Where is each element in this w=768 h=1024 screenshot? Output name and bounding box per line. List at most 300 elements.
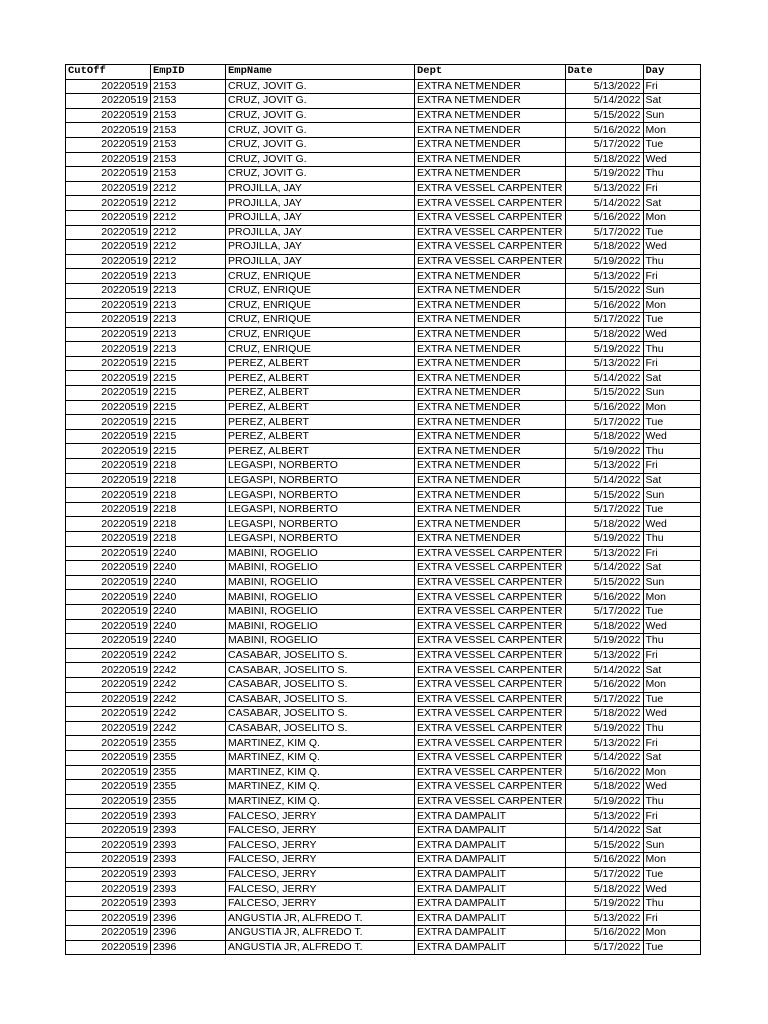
table-row (66, 634, 701, 649)
empid-cell: 2355 (151, 780, 226, 795)
cutoff-cell: 20220519 (66, 400, 151, 415)
cutoff-cell: 20220519 (66, 809, 151, 824)
cutoff-cell: 20220519 (66, 444, 151, 459)
empid-cell: 2218 (151, 502, 226, 517)
cutoff-cell: 20220519 (66, 736, 151, 751)
day-cell: Fri (643, 911, 700, 926)
date-cell: 5/19/2022 (565, 342, 643, 357)
dept-cell: EXTRA VESSEL CARPENTER (415, 196, 566, 211)
date-cell: 5/14/2022 (565, 94, 643, 109)
dept-cell: EXTRA VESSEL CARPENTER (415, 634, 566, 649)
day-cell: Tue (643, 225, 700, 240)
empname-cell: PROJILLA, JAY (226, 225, 415, 240)
cutoff-cell: 20220519 (66, 692, 151, 707)
day-cell: Sat (643, 823, 700, 838)
date-cell: 5/19/2022 (565, 167, 643, 182)
cutoff-cell: 20220519 (66, 561, 151, 576)
empid-cell: 2153 (151, 152, 226, 167)
dept-cell: EXTRA NETMENDER (415, 269, 566, 284)
date-cell: 5/16/2022 (565, 677, 643, 692)
empname-cell: PEREZ, ALBERT (226, 400, 415, 415)
date-cell: 5/18/2022 (565, 517, 643, 532)
day-cell: Wed (643, 619, 700, 634)
column-header-empname: EmpName (226, 65, 415, 80)
dept-cell: EXTRA VESSEL CARPENTER (415, 254, 566, 269)
table-row (66, 765, 701, 780)
table-row (66, 225, 701, 240)
dept-cell: EXTRA VESSEL CARPENTER (415, 750, 566, 765)
date-cell: 5/16/2022 (565, 123, 643, 138)
day-cell: Tue (643, 867, 700, 882)
empid-cell: 2213 (151, 327, 226, 342)
empname-cell: CASABAR, JOSELITO S. (226, 707, 415, 722)
table-row (66, 648, 701, 663)
empid-cell: 2218 (151, 488, 226, 503)
table-row (66, 780, 701, 795)
empname-cell: CRUZ, ENRIQUE (226, 313, 415, 328)
cutoff-cell: 20220519 (66, 926, 151, 941)
dept-cell: EXTRA VESSEL CARPENTER (415, 225, 566, 240)
empname-cell: CRUZ, JOVIT G. (226, 152, 415, 167)
empname-cell: MABINI, ROGELIO (226, 561, 415, 576)
dept-cell: EXTRA VESSEL CARPENTER (415, 721, 566, 736)
empid-cell: 2396 (151, 911, 226, 926)
table-row (66, 707, 701, 722)
dept-cell: EXTRA NETMENDER (415, 517, 566, 532)
cutoff-cell: 20220519 (66, 604, 151, 619)
dept-cell: EXTRA NETMENDER (415, 123, 566, 138)
table-row (66, 94, 701, 109)
cutoff-cell: 20220519 (66, 532, 151, 547)
date-cell: 5/18/2022 (565, 327, 643, 342)
day-cell: Fri (643, 546, 700, 561)
table-row (66, 736, 701, 751)
table-row (66, 619, 701, 634)
column-header-dept: Dept (415, 65, 566, 80)
cutoff-cell: 20220519 (66, 386, 151, 401)
day-cell: Mon (643, 926, 700, 941)
table-row (66, 181, 701, 196)
table-row (66, 853, 701, 868)
day-cell: Sat (643, 473, 700, 488)
empid-cell: 2212 (151, 196, 226, 211)
empid-cell: 2218 (151, 459, 226, 474)
cutoff-cell: 20220519 (66, 225, 151, 240)
cutoff-cell: 20220519 (66, 502, 151, 517)
empid-cell: 2355 (151, 765, 226, 780)
dept-cell: EXTRA VESSEL CARPENTER (415, 210, 566, 225)
cutoff-cell: 20220519 (66, 546, 151, 561)
empname-cell: MABINI, ROGELIO (226, 619, 415, 634)
table-row (66, 152, 701, 167)
cutoff-cell: 20220519 (66, 79, 151, 94)
table-row (66, 327, 701, 342)
date-cell: 5/17/2022 (565, 415, 643, 430)
day-cell: Fri (643, 459, 700, 474)
cutoff-cell: 20220519 (66, 780, 151, 795)
dept-cell: EXTRA NETMENDER (415, 79, 566, 94)
day-cell: Mon (643, 298, 700, 313)
empname-cell: MARTINEZ, KIM Q. (226, 794, 415, 809)
table-row (66, 502, 701, 517)
empname-cell: FALCESO, JERRY (226, 823, 415, 838)
empid-cell: 2393 (151, 853, 226, 868)
empid-cell: 2212 (151, 181, 226, 196)
table-row (66, 867, 701, 882)
date-cell: 5/19/2022 (565, 254, 643, 269)
dept-cell: EXTRA NETMENDER (415, 108, 566, 123)
date-cell: 5/13/2022 (565, 269, 643, 284)
column-header-cutoff: CutOff (66, 65, 151, 80)
cutoff-cell: 20220519 (66, 940, 151, 955)
date-cell: 5/15/2022 (565, 386, 643, 401)
day-cell: Mon (643, 765, 700, 780)
table-row (66, 750, 701, 765)
cutoff-cell: 20220519 (66, 240, 151, 255)
day-cell: Wed (643, 429, 700, 444)
dept-cell: EXTRA NETMENDER (415, 327, 566, 342)
table-row (66, 356, 701, 371)
empname-cell: CASABAR, JOSELITO S. (226, 663, 415, 678)
table-row (66, 721, 701, 736)
date-cell: 5/17/2022 (565, 940, 643, 955)
empid-cell: 2213 (151, 283, 226, 298)
table-row (66, 896, 701, 911)
date-cell: 5/19/2022 (565, 794, 643, 809)
empname-cell: FALCESO, JERRY (226, 882, 415, 897)
table-row (66, 692, 701, 707)
dept-cell: EXTRA NETMENDER (415, 283, 566, 298)
day-cell: Fri (643, 269, 700, 284)
dept-cell: EXTRA NETMENDER (415, 415, 566, 430)
cutoff-cell: 20220519 (66, 823, 151, 838)
date-cell: 5/18/2022 (565, 240, 643, 255)
empname-cell: CRUZ, ENRIQUE (226, 283, 415, 298)
dept-cell: EXTRA NETMENDER (415, 167, 566, 182)
date-cell: 5/17/2022 (565, 137, 643, 152)
dept-cell: EXTRA VESSEL CARPENTER (415, 181, 566, 196)
empname-cell: MABINI, ROGELIO (226, 546, 415, 561)
dept-cell: EXTRA VESSEL CARPENTER (415, 794, 566, 809)
date-cell: 5/13/2022 (565, 79, 643, 94)
dept-cell: EXTRA DAMPALIT (415, 809, 566, 824)
date-cell: 5/14/2022 (565, 750, 643, 765)
day-cell: Wed (643, 327, 700, 342)
day-cell: Wed (643, 517, 700, 532)
cutoff-cell: 20220519 (66, 181, 151, 196)
empname-cell: CASABAR, JOSELITO S. (226, 648, 415, 663)
table-row (66, 210, 701, 225)
day-cell: Tue (643, 692, 700, 707)
table-row (66, 517, 701, 532)
empname-cell: LEGASPI, NORBERTO (226, 532, 415, 547)
day-cell: Wed (643, 882, 700, 897)
table-row (66, 386, 701, 401)
day-cell: Sun (643, 386, 700, 401)
table-row (66, 663, 701, 678)
date-cell: 5/16/2022 (565, 210, 643, 225)
date-cell: 5/18/2022 (565, 707, 643, 722)
dept-cell: EXTRA DAMPALIT (415, 940, 566, 955)
cutoff-cell: 20220519 (66, 137, 151, 152)
empname-cell: MABINI, ROGELIO (226, 604, 415, 619)
empid-cell: 2240 (151, 619, 226, 634)
cutoff-cell: 20220519 (66, 473, 151, 488)
cutoff-cell: 20220519 (66, 327, 151, 342)
date-cell: 5/17/2022 (565, 502, 643, 517)
day-cell: Mon (643, 210, 700, 225)
day-cell: Fri (643, 181, 700, 196)
dept-cell: EXTRA NETMENDER (415, 94, 566, 109)
cutoff-cell: 20220519 (66, 867, 151, 882)
cutoff-cell: 20220519 (66, 210, 151, 225)
table-row (66, 123, 701, 138)
empid-cell: 2218 (151, 532, 226, 547)
cutoff-cell: 20220519 (66, 298, 151, 313)
date-cell: 5/14/2022 (565, 196, 643, 211)
dept-cell: EXTRA VESSEL CARPENTER (415, 648, 566, 663)
empname-cell: LEGASPI, NORBERTO (226, 488, 415, 503)
date-cell: 5/13/2022 (565, 736, 643, 751)
table-row (66, 254, 701, 269)
day-cell: Fri (643, 648, 700, 663)
day-cell: Wed (643, 707, 700, 722)
empid-cell: 2393 (151, 882, 226, 897)
empname-cell: CRUZ, JOVIT G. (226, 137, 415, 152)
table-row (66, 488, 701, 503)
empid-cell: 2393 (151, 838, 226, 853)
dept-cell: EXTRA NETMENDER (415, 400, 566, 415)
empid-cell: 2153 (151, 137, 226, 152)
cutoff-cell: 20220519 (66, 721, 151, 736)
date-cell: 5/13/2022 (565, 809, 643, 824)
cutoff-cell: 20220519 (66, 459, 151, 474)
date-cell: 5/17/2022 (565, 225, 643, 240)
empid-cell: 2215 (151, 415, 226, 430)
table-row (66, 444, 701, 459)
empname-cell: CRUZ, ENRIQUE (226, 269, 415, 284)
date-cell: 5/16/2022 (565, 590, 643, 605)
empid-cell: 2212 (151, 210, 226, 225)
date-cell: 5/13/2022 (565, 648, 643, 663)
empid-cell: 2212 (151, 240, 226, 255)
dept-cell: EXTRA DAMPALIT (415, 838, 566, 853)
table-row (66, 546, 701, 561)
empname-cell: MARTINEZ, KIM Q. (226, 736, 415, 751)
empid-cell: 2215 (151, 429, 226, 444)
empname-cell: ANGUSTIA JR, ALFREDO T. (226, 926, 415, 941)
date-cell: 5/14/2022 (565, 561, 643, 576)
empname-cell: FALCESO, JERRY (226, 809, 415, 824)
cutoff-cell: 20220519 (66, 707, 151, 722)
empid-cell: 2153 (151, 94, 226, 109)
empid-cell: 2396 (151, 926, 226, 941)
empid-cell: 2213 (151, 342, 226, 357)
dept-cell: EXTRA NETMENDER (415, 137, 566, 152)
empid-cell: 2242 (151, 692, 226, 707)
date-cell: 5/19/2022 (565, 896, 643, 911)
cutoff-cell: 20220519 (66, 619, 151, 634)
day-cell: Sun (643, 575, 700, 590)
date-cell: 5/16/2022 (565, 298, 643, 313)
table-row (66, 459, 701, 474)
empid-cell: 2242 (151, 721, 226, 736)
day-cell: Sat (643, 663, 700, 678)
dept-cell: EXTRA VESSEL CARPENTER (415, 780, 566, 795)
empname-cell: FALCESO, JERRY (226, 853, 415, 868)
date-cell: 5/18/2022 (565, 780, 643, 795)
cutoff-cell: 20220519 (66, 152, 151, 167)
day-cell: Wed (643, 780, 700, 795)
date-cell: 5/18/2022 (565, 429, 643, 444)
dept-cell: EXTRA VESSEL CARPENTER (415, 575, 566, 590)
day-cell: Fri (643, 809, 700, 824)
table-row (66, 561, 701, 576)
empname-cell: PEREZ, ALBERT (226, 444, 415, 459)
dept-cell: EXTRA DAMPALIT (415, 896, 566, 911)
day-cell: Thu (643, 634, 700, 649)
empid-cell: 2242 (151, 707, 226, 722)
empid-cell: 2153 (151, 167, 226, 182)
table-row (66, 532, 701, 547)
date-cell: 5/14/2022 (565, 371, 643, 386)
table-row (66, 823, 701, 838)
empid-cell: 2215 (151, 371, 226, 386)
day-cell: Thu (643, 721, 700, 736)
date-cell: 5/17/2022 (565, 604, 643, 619)
dept-cell: EXTRA NETMENDER (415, 532, 566, 547)
date-cell: 5/14/2022 (565, 663, 643, 678)
day-cell: Fri (643, 356, 700, 371)
date-cell: 5/16/2022 (565, 853, 643, 868)
dept-cell: EXTRA DAMPALIT (415, 867, 566, 882)
cutoff-cell: 20220519 (66, 896, 151, 911)
dept-cell: EXTRA NETMENDER (415, 313, 566, 328)
empname-cell: CASABAR, JOSELITO S. (226, 677, 415, 692)
table-row (66, 429, 701, 444)
empname-cell: PEREZ, ALBERT (226, 415, 415, 430)
empid-cell: 2212 (151, 254, 226, 269)
empid-cell: 2218 (151, 473, 226, 488)
date-cell: 5/14/2022 (565, 473, 643, 488)
date-cell: 5/15/2022 (565, 283, 643, 298)
dept-cell: EXTRA VESSEL CARPENTER (415, 663, 566, 678)
table-row (66, 400, 701, 415)
day-cell: Tue (643, 137, 700, 152)
day-cell: Sun (643, 108, 700, 123)
dept-cell: EXTRA VESSEL CARPENTER (415, 707, 566, 722)
date-cell: 5/16/2022 (565, 765, 643, 780)
cutoff-cell: 20220519 (66, 634, 151, 649)
empname-cell: CRUZ, ENRIQUE (226, 342, 415, 357)
date-cell: 5/15/2022 (565, 838, 643, 853)
dept-cell: EXTRA DAMPALIT (415, 926, 566, 941)
table-row (66, 415, 701, 430)
empid-cell: 2240 (151, 575, 226, 590)
date-cell: 5/14/2022 (565, 823, 643, 838)
day-cell: Tue (643, 604, 700, 619)
dept-cell: EXTRA NETMENDER (415, 488, 566, 503)
day-cell: Tue (643, 415, 700, 430)
day-cell: Sat (643, 196, 700, 211)
empid-cell: 2213 (151, 269, 226, 284)
empname-cell: FALCESO, JERRY (226, 896, 415, 911)
empid-cell: 2218 (151, 517, 226, 532)
empid-cell: 2240 (151, 634, 226, 649)
table-row (66, 838, 701, 853)
dept-cell: EXTRA NETMENDER (415, 502, 566, 517)
cutoff-cell: 20220519 (66, 167, 151, 182)
empname-cell: CRUZ, JOVIT G. (226, 123, 415, 138)
table-row (66, 473, 701, 488)
dept-cell: EXTRA NETMENDER (415, 386, 566, 401)
dept-cell: EXTRA NETMENDER (415, 152, 566, 167)
table-row (66, 590, 701, 605)
cutoff-cell: 20220519 (66, 794, 151, 809)
empname-cell: LEGASPI, NORBERTO (226, 517, 415, 532)
table-row (66, 283, 701, 298)
day-cell: Thu (643, 254, 700, 269)
dept-cell: EXTRA DAMPALIT (415, 882, 566, 897)
cutoff-cell: 20220519 (66, 415, 151, 430)
cutoff-cell: 20220519 (66, 94, 151, 109)
empid-cell: 2212 (151, 225, 226, 240)
cutoff-cell: 20220519 (66, 196, 151, 211)
day-cell: Thu (643, 896, 700, 911)
table-row (66, 911, 701, 926)
table-row (66, 240, 701, 255)
dept-cell: EXTRA NETMENDER (415, 298, 566, 313)
cutoff-cell: 20220519 (66, 488, 151, 503)
date-cell: 5/15/2022 (565, 575, 643, 590)
empname-cell: ANGUSTIA JR, ALFREDO T. (226, 911, 415, 926)
cutoff-cell: 20220519 (66, 269, 151, 284)
header-row (66, 65, 701, 80)
dept-cell: EXTRA VESSEL CARPENTER (415, 619, 566, 634)
empname-cell: LEGASPI, NORBERTO (226, 473, 415, 488)
date-cell: 5/13/2022 (565, 546, 643, 561)
day-cell: Mon (643, 853, 700, 868)
empid-cell: 2213 (151, 313, 226, 328)
table-row (66, 926, 701, 941)
empid-cell: 2215 (151, 386, 226, 401)
day-cell: Thu (643, 167, 700, 182)
table-row (66, 940, 701, 955)
cutoff-cell: 20220519 (66, 371, 151, 386)
dept-cell: EXTRA DAMPALIT (415, 853, 566, 868)
empname-cell: CASABAR, JOSELITO S. (226, 721, 415, 736)
cutoff-cell: 20220519 (66, 648, 151, 663)
empid-cell: 2215 (151, 444, 226, 459)
empid-cell: 2396 (151, 940, 226, 955)
empname-cell: PEREZ, ALBERT (226, 386, 415, 401)
date-cell: 5/16/2022 (565, 400, 643, 415)
cutoff-cell: 20220519 (66, 677, 151, 692)
table-row (66, 371, 701, 386)
date-cell: 5/19/2022 (565, 444, 643, 459)
empname-cell: CRUZ, ENRIQUE (226, 298, 415, 313)
empname-cell: MARTINEZ, KIM Q. (226, 765, 415, 780)
empid-cell: 2355 (151, 736, 226, 751)
cutoff-cell: 20220519 (66, 750, 151, 765)
empid-cell: 2355 (151, 750, 226, 765)
table-row (66, 196, 701, 211)
dept-cell: EXTRA VESSEL CARPENTER (415, 765, 566, 780)
table-row (66, 575, 701, 590)
date-cell: 5/18/2022 (565, 152, 643, 167)
empid-cell: 2355 (151, 794, 226, 809)
table-row (66, 342, 701, 357)
